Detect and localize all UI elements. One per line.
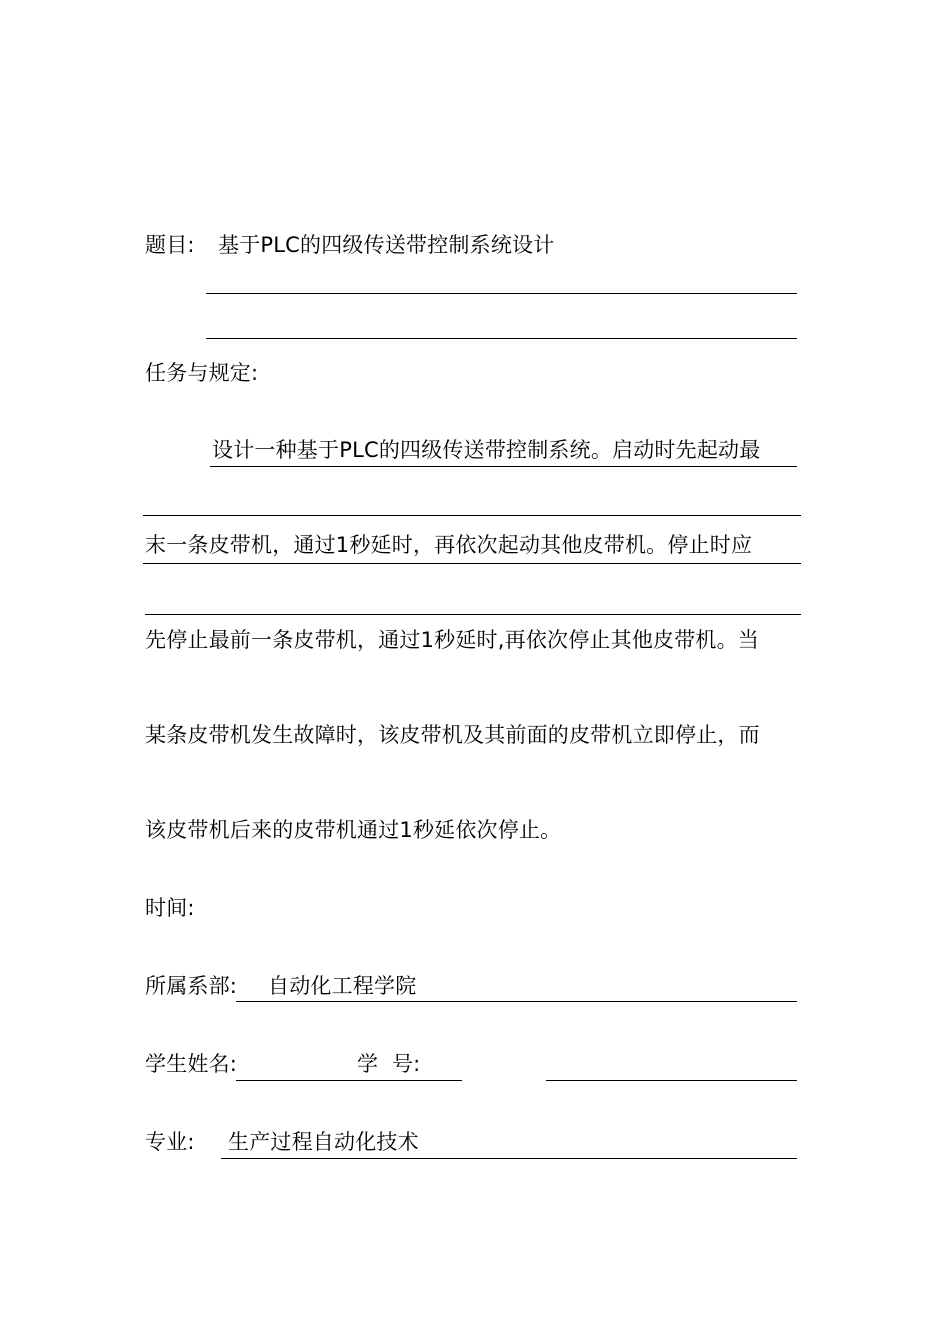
task-line-4: 某条皮带机发生故障时，该皮带机及其前面的皮带机立即停止，而 bbox=[145, 723, 760, 747]
student-id-label: 学 号: bbox=[357, 1052, 421, 1076]
task-blank-rule-1 bbox=[143, 515, 801, 516]
task-blank-rule-2 bbox=[145, 614, 801, 615]
student-name-label: 学生姓名: bbox=[145, 1052, 238, 1076]
task-line-5: 该皮带机后来的皮带机通过1秒延依次停止。 bbox=[145, 818, 562, 842]
major-label: 专业: bbox=[145, 1130, 195, 1154]
title-value: 基于PLC的四级传送带控制系统设计 bbox=[218, 233, 555, 257]
title-underline-1 bbox=[206, 293, 797, 294]
major-underline bbox=[221, 1158, 797, 1159]
task-line-1: 设计一种基于PLC的四级传送带控制系统。启动时先起动最 bbox=[212, 438, 761, 462]
student-id-underline bbox=[546, 1080, 797, 1081]
task-line-2-underline bbox=[143, 563, 801, 564]
major-value: 生产过程自动化技术 bbox=[228, 1130, 419, 1154]
task-line-2: 末一条皮带机，通过1秒延时，再依次起动其他皮带机。停止时应 bbox=[145, 533, 753, 557]
title-label: 题目: bbox=[145, 233, 195, 257]
title-underline-2 bbox=[206, 338, 797, 339]
task-label: 任务与规定: bbox=[145, 361, 259, 385]
department-label: 所属系部: bbox=[145, 974, 238, 998]
department-underline bbox=[236, 1001, 797, 1002]
task-line-3: 先停止最前一条皮带机，通过1秒延时,再依次停止其他皮带机。当 bbox=[145, 628, 760, 652]
student-name-underline bbox=[236, 1080, 462, 1081]
task-line-1-underline bbox=[210, 466, 797, 467]
department-value: 自动化工程学院 bbox=[268, 974, 417, 998]
time-label: 时间: bbox=[145, 896, 195, 920]
